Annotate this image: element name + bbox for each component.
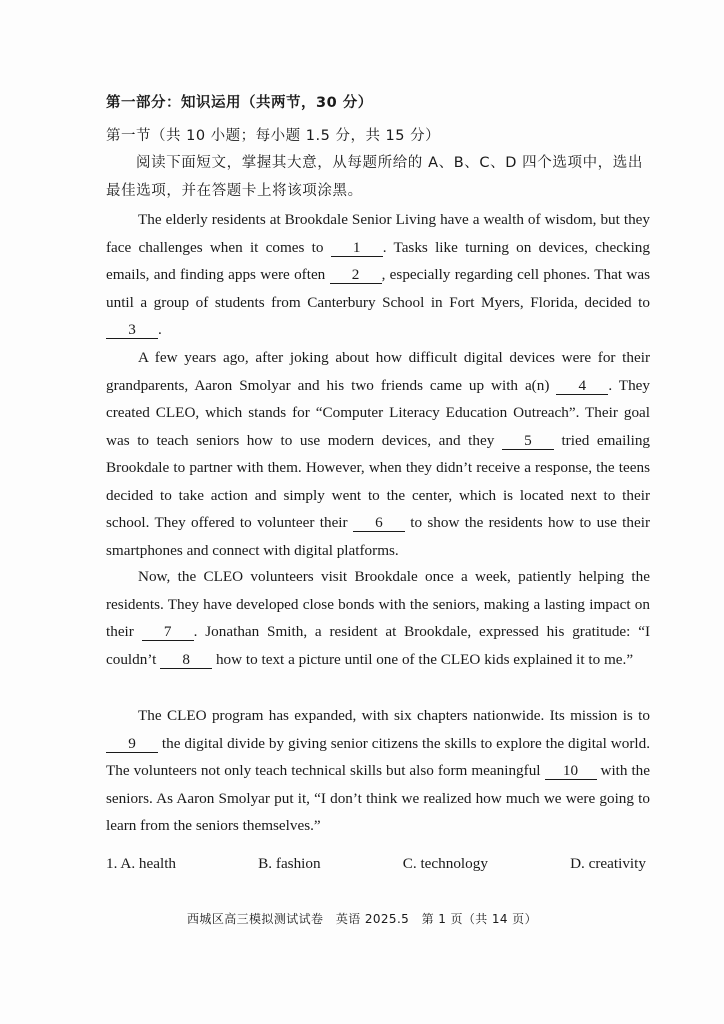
blank-6: 6 (353, 515, 405, 532)
blank-9: 9 (106, 736, 158, 753)
option-c: C. technology (402, 855, 488, 872)
option-a: 1. A. health (106, 855, 177, 872)
blank-4: 4 (556, 378, 608, 395)
passage-text: The CLEO program has expanded, with six chapters nationwide. Its mission is to (138, 707, 650, 724)
option-d: D. creativity (570, 855, 646, 872)
passage-text: to show the residents how to use their smartphones and connect with digital platforms. (106, 514, 651, 559)
option-b: B. fashion (258, 855, 321, 872)
blank-8: 8 (160, 652, 212, 669)
passage-text: . (158, 321, 162, 338)
passage-text: tried emailing Brookdale to partner with them. However, when they didn’t receive a response, the teens decided to take action and simply went to the center, which is located next to their school. They offered to volunteer their (106, 431, 651, 531)
passage-text: . They created CLEO, which stands for “Computer Literacy Education Outreach”. Their goal was to teach seniors how to use modern devices, and they (106, 376, 651, 449)
passage-paragraph-1 (106, 206, 650, 344)
part-heading: 第一部分：知识运用（共两节，30 分） (106, 95, 373, 111)
blank-7: 7 (142, 624, 194, 641)
blank-1: 1 (331, 240, 383, 257)
question-1-options (106, 855, 646, 873)
passage-text: . Jonathan Smith, a resident at Brookdale, expressed his gratitude: “I couldn’t (106, 623, 650, 668)
passage-text: with the seniors. As Aaron Smolyar put it, “I don’t think we realized how much we were going to learn from the seniors themselves.” (106, 762, 651, 834)
blank-10: 10 (545, 763, 597, 780)
passage-paragraph-3 (106, 563, 650, 673)
passage-paragraph-2 (106, 344, 650, 564)
passage-text: the digital divide by giving senior citizens the skills to explore the digital world. The volunteers not only teach technical skills but also form meaningful (106, 734, 650, 779)
instructions: 阅读下面短文，掌握其大意，从每题所给的 A、B、C、D 四个选项中，选出最佳选项，并在答题卡上将该项涂黑。 (106, 155, 643, 199)
blank-3: 3 (106, 322, 158, 339)
blank-2: 2 (330, 267, 382, 284)
passage-paragraph-4 (106, 702, 650, 840)
passage-text: A few years ago, after joking about how difficult digital devices were for their grandparents, Aaron Smolyar and his two friends came up with a(n) (106, 349, 650, 394)
section-heading: 第一节（共 10 小题；每小题 1.5 分，共 15 分） (106, 128, 441, 144)
passage-text: , especially regarding cell phones. That was until a group of students from Canterbury School in Fort Myers, Florida, decided to (106, 266, 650, 311)
blank-5: 5 (502, 433, 554, 450)
passage-text: . Tasks like turning on devices, checking emails, and finding apps were often (106, 238, 650, 283)
passage-text: The elderly residents at Brookdale Senior Living have a wealth of wisdom, but they face challenges when it comes to (106, 211, 650, 256)
passage-text: Now, the CLEO volunteers visit Brookdale once a week, patiently helping the residents. They have developed close bonds with the seniors, making a lasting impact on their (106, 568, 650, 640)
page-footer: 西城区高三模拟测试试卷 英语 2025.5 第 1 页（共 14 页） (187, 912, 537, 926)
passage-text: how to text a picture until one of the CLEO kids explained it to me.” (215, 650, 634, 668)
